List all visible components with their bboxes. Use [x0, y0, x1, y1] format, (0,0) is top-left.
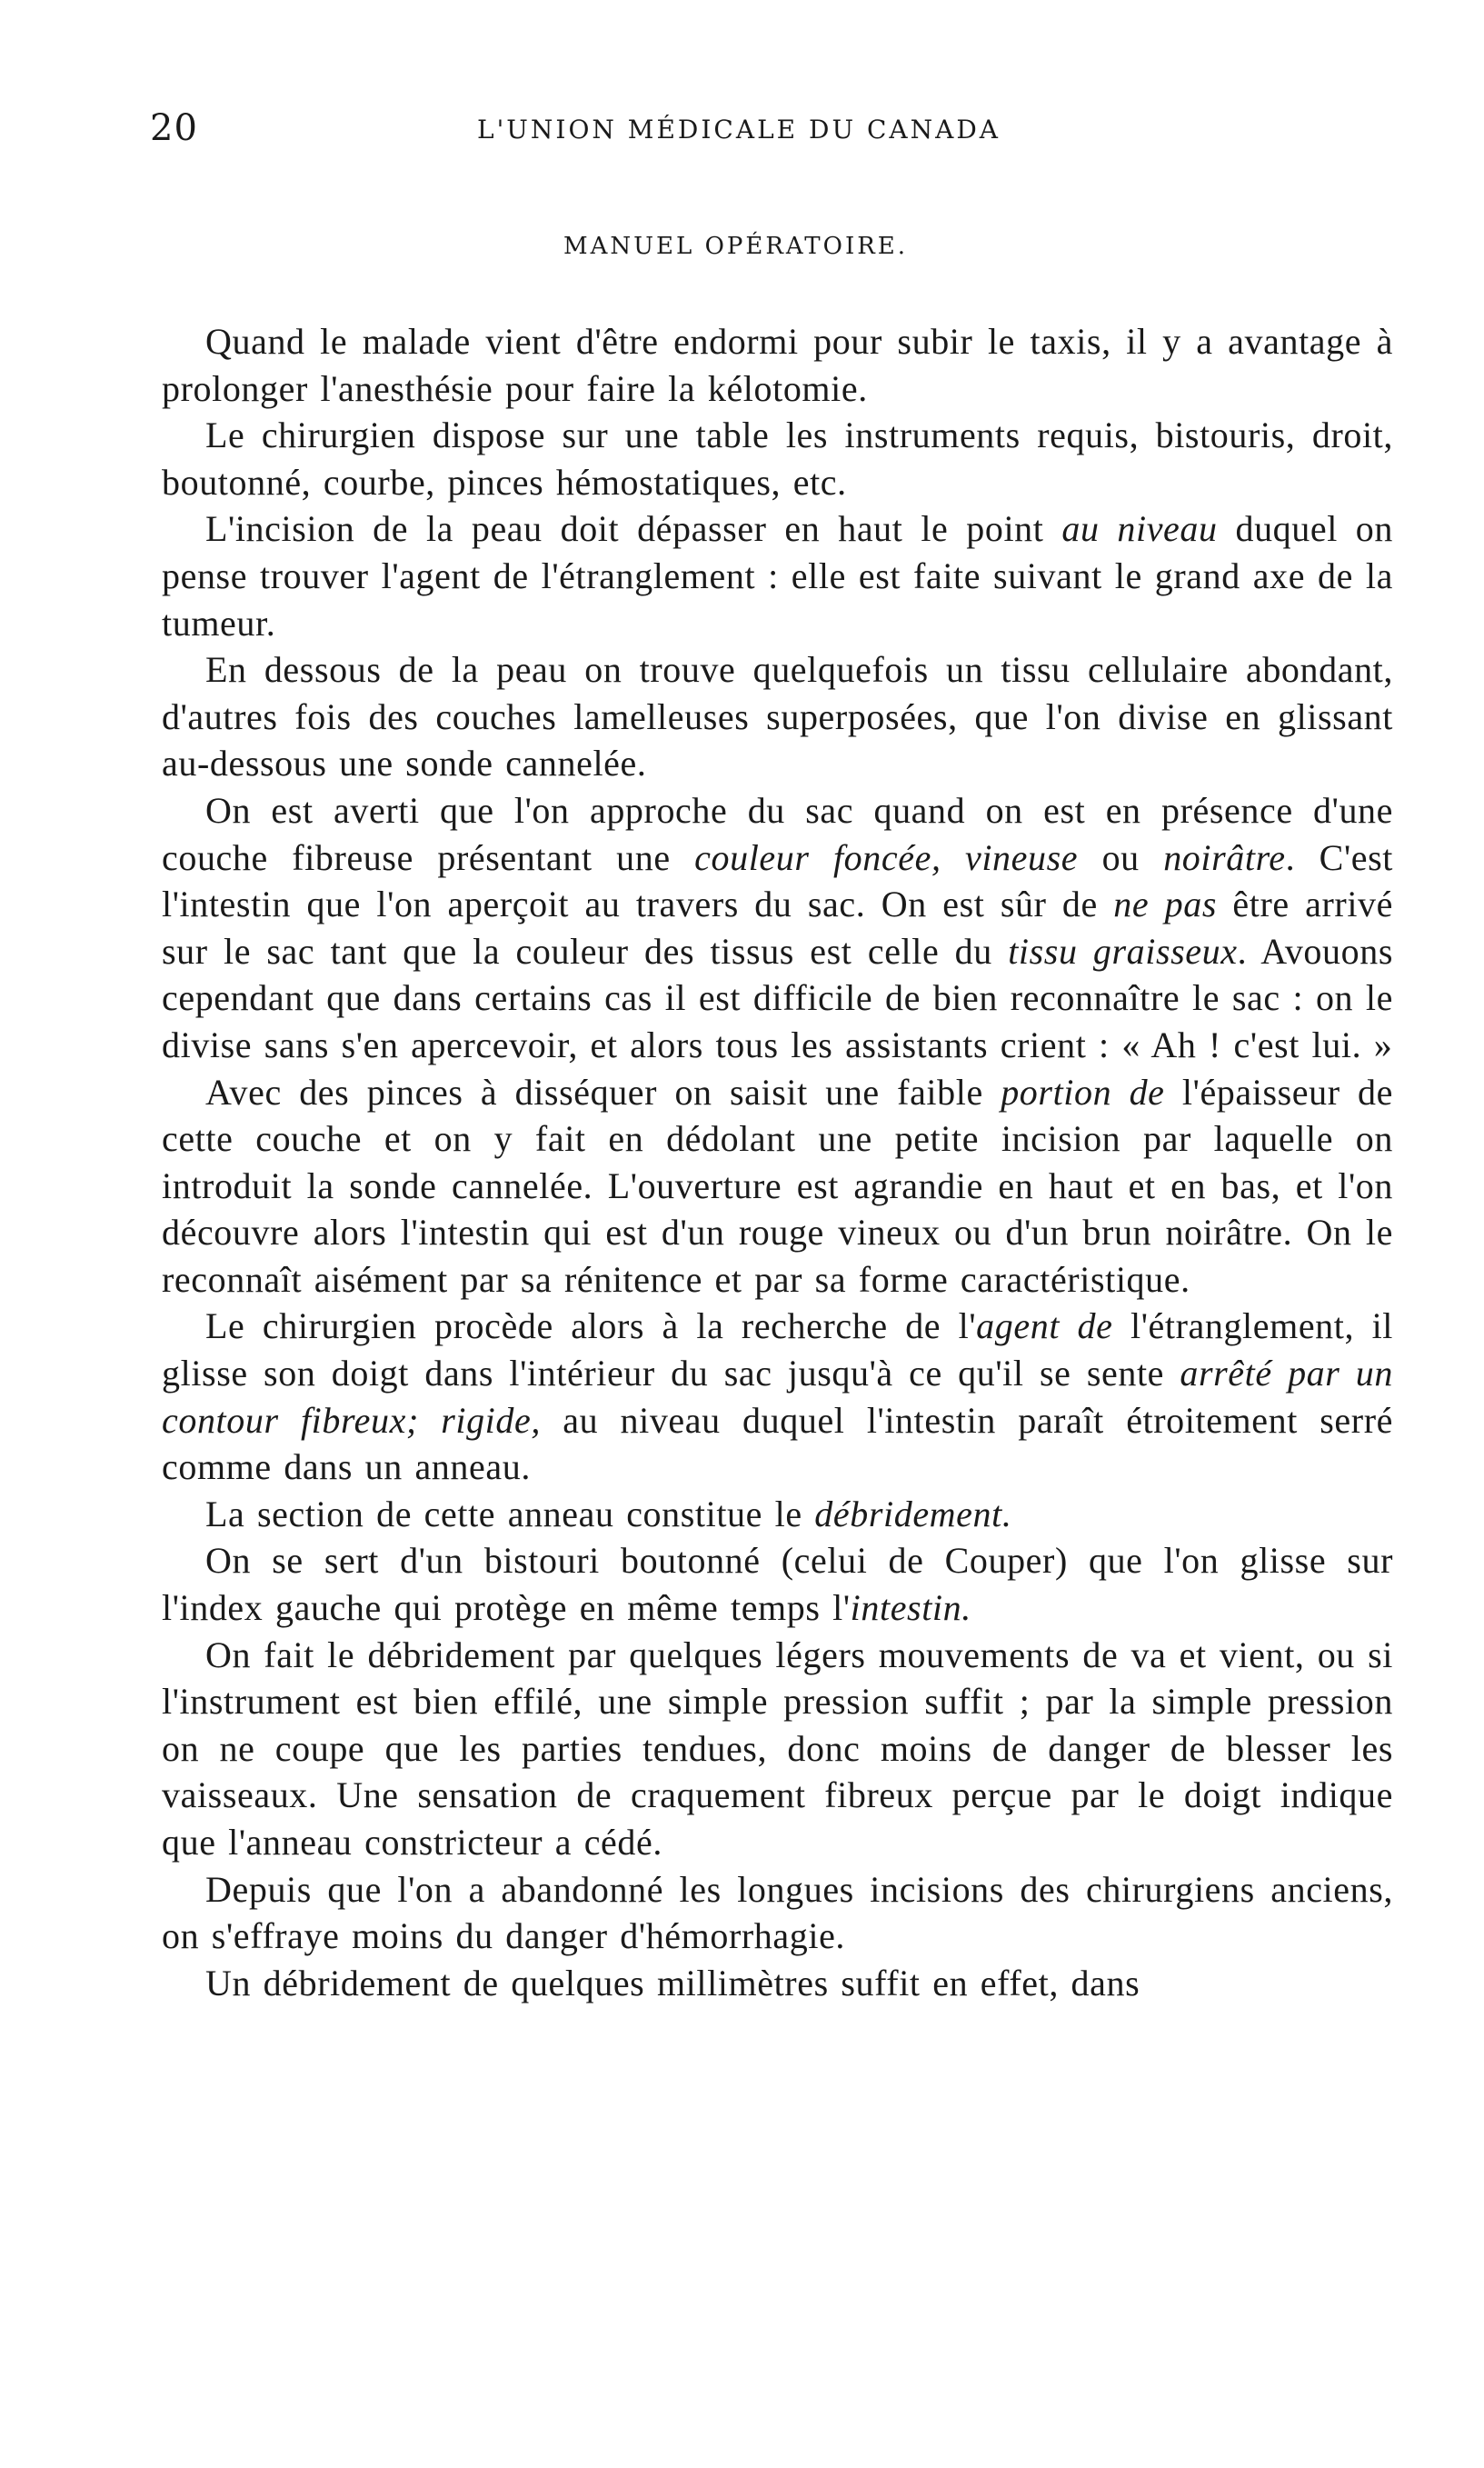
body-text: [162, 318, 1393, 2006]
italic-text: tissu graisseux: [1008, 930, 1238, 972]
italic-text: intestin.: [850, 1587, 971, 1629]
paragraph-text: L'incision de la peau doit dépasser en haut le point: [205, 508, 1044, 550]
paragraph-text: Le chirurgien dispose sur une table les instruments requis, bistouris, droit, boutonné, courbe, pinces hémostatiques, etc.: [162, 415, 1393, 503]
paragraph-text: On fait le débridement par quelques légers mouvements de va et vient, ou si l'instrument est bien effilé, une simple pression suffit ; par la simple pression on ne coupe que les parties tendues, donc moins de danger de blesser les vaisseaux. Une sensation de craquement fibreux perçue par le doigt indique que l'anneau constricteur a cédé.: [162, 1634, 1393, 1863]
paragraph-2: [162, 412, 1393, 505]
paragraph-3: [162, 505, 1393, 646]
paragraph-text: On se sert d'un bistouri boutonné (celui de Couper) que l'on glisse sur l'index gauche qui protège en même temps l': [162, 1540, 1393, 1629]
paragraph-7: [162, 1303, 1393, 1490]
paragraph-text: On est averti que l'on approche du sac quand on est en présence d'une couche fibreuse présentant une: [162, 789, 1393, 878]
italic-text: au niveau: [1061, 508, 1218, 550]
paragraph-9: [162, 1537, 1393, 1631]
italic-text: portion de: [1001, 1071, 1165, 1113]
paragraph-text: l'étranglement, il glisse son doigt dans l'intérieur du sac jusqu'à ce qu'il se sente: [162, 1305, 1394, 1394]
italic-text: débridement.: [814, 1493, 1012, 1534]
paragraph-text: Le chirurgien procède alors à la recherche de l': [205, 1305, 977, 1347]
paragraph-text: l'épaisseur de cette couche et on y fait en dédolant une petite incision par laquelle on introduit la sonde cannelée. L'ouverture est agrandie en haut et en bas, et l'on découvre alors l'intestin qui est d'un rouge vineux ou d'un brun noirâtre. On le reconnaît aisément par sa rénitence et par sa forme caractéristique.: [162, 1071, 1394, 1300]
paragraph-text: Quand le malade vient d'être endormi pour subir le taxis, il y a avantage à prolonger l'anesthésie pour faire la kélotomie.: [162, 321, 1393, 409]
paragraph-text: au niveau duquel l'intestin paraît étroitement serré comme dans un anneau.: [162, 1399, 1393, 1488]
section-title: MANUEL OPÉRATOIRE.: [563, 233, 909, 260]
paragraph-text: La section de cette anneau constitue le: [205, 1493, 802, 1534]
journal-title: L'UNION MÉDICALE DU CANADA: [477, 115, 1001, 145]
italic-text: agent de: [976, 1305, 1113, 1347]
paragraph-text: être arrivé sur le sac tant que la couleur des tissus est celle du: [162, 884, 1393, 972]
italic-text: arrêté par un contour fibreux; rigide,: [162, 1353, 1393, 1441]
paragraph-12: [162, 1960, 1393, 2007]
paragraph-text: Un débridement de quelques millimètres suffit en effet, dans: [205, 1962, 1140, 2003]
paragraph-8: [162, 1491, 1393, 1538]
paragraph-5: [162, 787, 1393, 1069]
italic-text: couleur foncée, vineuse: [694, 836, 1079, 878]
paragraph-1: [162, 318, 1393, 412]
paragraph-6: [162, 1069, 1393, 1304]
paragraph-text: . C'est l'intestin que l'on aperçoit au travers du sac. On est sûr de: [162, 836, 1393, 925]
paragraph-text: Avec des pinces à disséquer on saisit une faible: [205, 1071, 983, 1113]
paragraph-text: duquel on pense trouver l'agent de l'étranglement : elle est faite suivant le grand axe de la tumeur.: [162, 508, 1393, 644]
paragraph-text: ou: [1101, 836, 1140, 878]
paragraph-11: [162, 1866, 1393, 1960]
paragraph-text: Depuis que l'on a abandonné les longues incisions des chirurgiens anciens, on s'effraye moins du danger d'hémorrhagie.: [162, 1868, 1393, 1957]
paragraph-4: [162, 646, 1393, 787]
italic-text: ne pas: [1113, 884, 1217, 925]
page-number: 20: [150, 107, 198, 149]
paragraph-text: . Avouons cependant que dans certains cas il est difficile de bien reconnaître le sac : on le divise sans s'en apercevoir, et alors tous les assistants crient : « Ah ! c'est lui. »: [162, 930, 1393, 1065]
paragraph-10: [162, 1632, 1393, 1866]
paragraph-text: En dessous de la peau on trouve quelquefois un tissu cellulaire abondant, d'autres fois des couches lamelleuses superposées, que l'on divise en glissant au-dessous une sonde cannelée.: [162, 649, 1393, 784]
italic-text: noirâtre: [1163, 836, 1286, 878]
running-head: [150, 107, 1100, 162]
